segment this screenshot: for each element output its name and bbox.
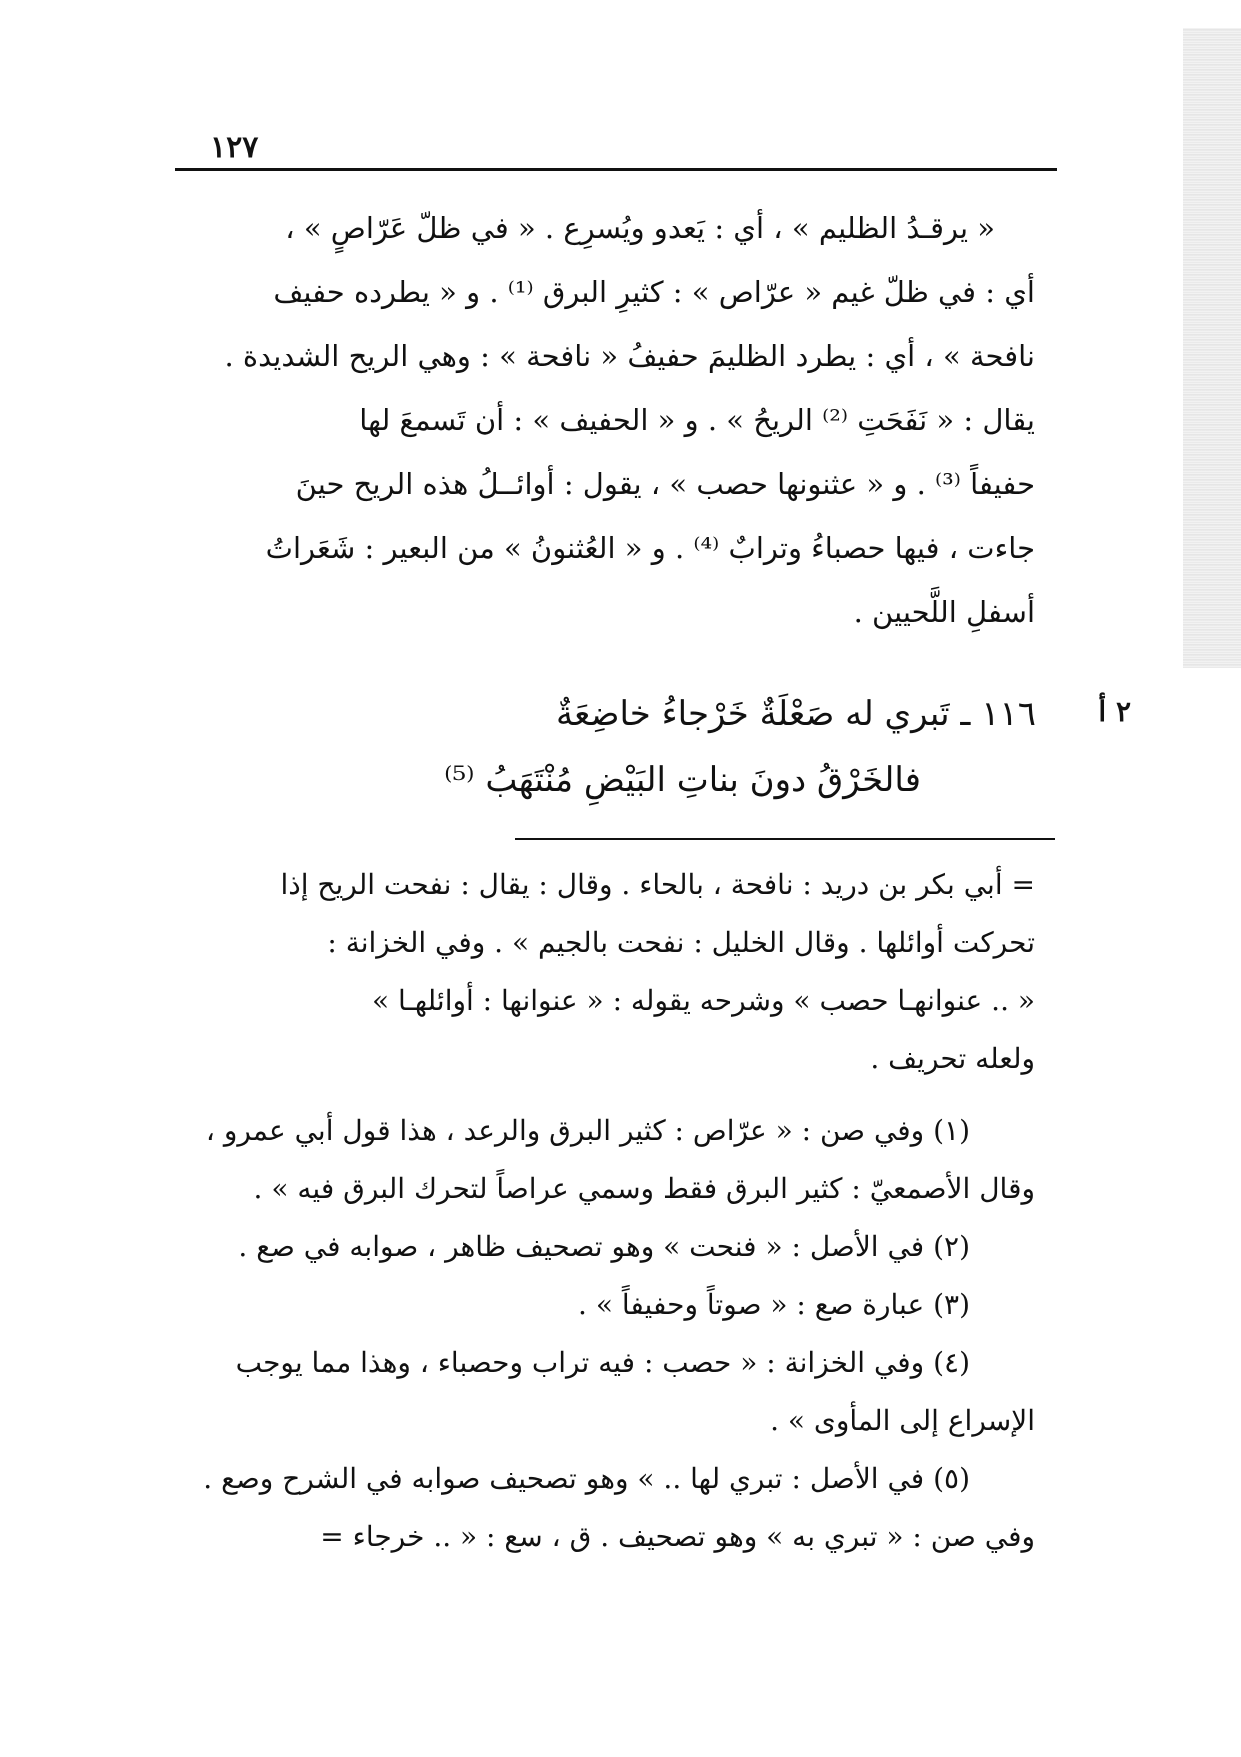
footnote-line: (٥) في الأصل : تبري لها .. » وهو تصحيف صوابه في الشرح وصع . <box>203 1462 970 1495</box>
commentary-line: حفيفاً ⁽³⁾ . و « عثنونها حصب » ، يقول : أوائــلُ هذه الريح حينَ <box>295 467 1035 501</box>
footnote-line: (١) وفي صن : « عرّاص : كثير البرق والرعد ، هذا قول أبي عمرو ، <box>205 1114 970 1147</box>
continued-footnote-line: = أبي بكر بن دريد : نافحة ، بالحاء . وقال : يقال : نفحت الريح إذا <box>280 868 1035 901</box>
commentary-line: « يرقـدُ الظليم » ، أي : يَعدو ويُسرِع . « في ظلّ عَرّاصٍ » ، <box>285 211 995 245</box>
footnote-line: الإسراع إلى المأوى » . <box>770 1404 1035 1437</box>
footnote-line: وقال الأصمعيّ : كثير البرق فقط وسمي عراصاً لتحرك البرق فيه » . <box>253 1172 1035 1205</box>
scan-edge-shadow <box>1183 28 1241 668</box>
commentary-line: أي : في ظلّ غيم « عرّاص » : كثيرِ البرق ⁽¹⁾ . و « يطرده حفيف <box>273 275 1035 309</box>
commentary-line: نافحة » ، أي : يطرد الظليمَ حفيفُ « نافحة » : وهي الريح الشديدة . <box>224 339 1035 373</box>
verse-hemistich-2: فالخَرْقُ دونَ بناتِ البَيْضِ مُنْتَهَبُ ⁽⁵⁾ <box>444 760 921 800</box>
continued-footnote-line: « .. عنوانهـا حصب » وشرحه يقوله : « عنوانها : أوائلهـا » <box>371 984 1035 1017</box>
commentary-line: أسفلِ اللَّحيين . <box>853 595 1035 629</box>
continued-footnote-line: تحركت أوائلها . وقال الخليل : نفحت بالجيم » . وفي الخزانة : <box>327 926 1035 959</box>
footnote-line: (٣) عبارة صع : « صوتاً وحفيفاً » . <box>578 1288 970 1321</box>
verse-hemistich-1: ١١٦ ـ تَبري له صَعْلَةٌ خَرْجاءُ خاضِعَةٌ <box>555 694 1036 734</box>
commentary-text <box>180 196 1035 644</box>
commentary-line: يقال : « نَفَحَتِ ⁽²⁾ الريحُ » . و « الحفيف » : أن تَسمعَ لها <box>359 403 1035 437</box>
footnote-line: (٤) وفي الخزانة : « حصب : فيه تراب وحصباء ، وهذا مما يوجب <box>235 1346 970 1379</box>
footnote-line: (٢) في الأصل : « فنحت » وهو تصحيف ظاهر ، صوابه في صع . <box>238 1230 970 1263</box>
header-rule <box>175 168 1057 171</box>
footnotes <box>180 1102 1035 1566</box>
footnote-separator <box>515 838 1055 840</box>
page-number: ١٢٧ <box>210 130 259 165</box>
margin-marker: ٢ أ <box>1098 695 1131 728</box>
continued-footnote <box>180 856 1035 1088</box>
footnote-line: وفي صن : « تبري به » وهو تصحيف . ق ، سع : « .. خرجاء = <box>320 1520 1035 1553</box>
commentary-line: جاءت ، فيها حصباءُ وترابٌ ⁽⁴⁾ . و « العُثنونُ » من البعير : شَعَراتُ <box>265 531 1035 565</box>
continued-footnote-line: ولعله تحريف . <box>870 1042 1035 1075</box>
